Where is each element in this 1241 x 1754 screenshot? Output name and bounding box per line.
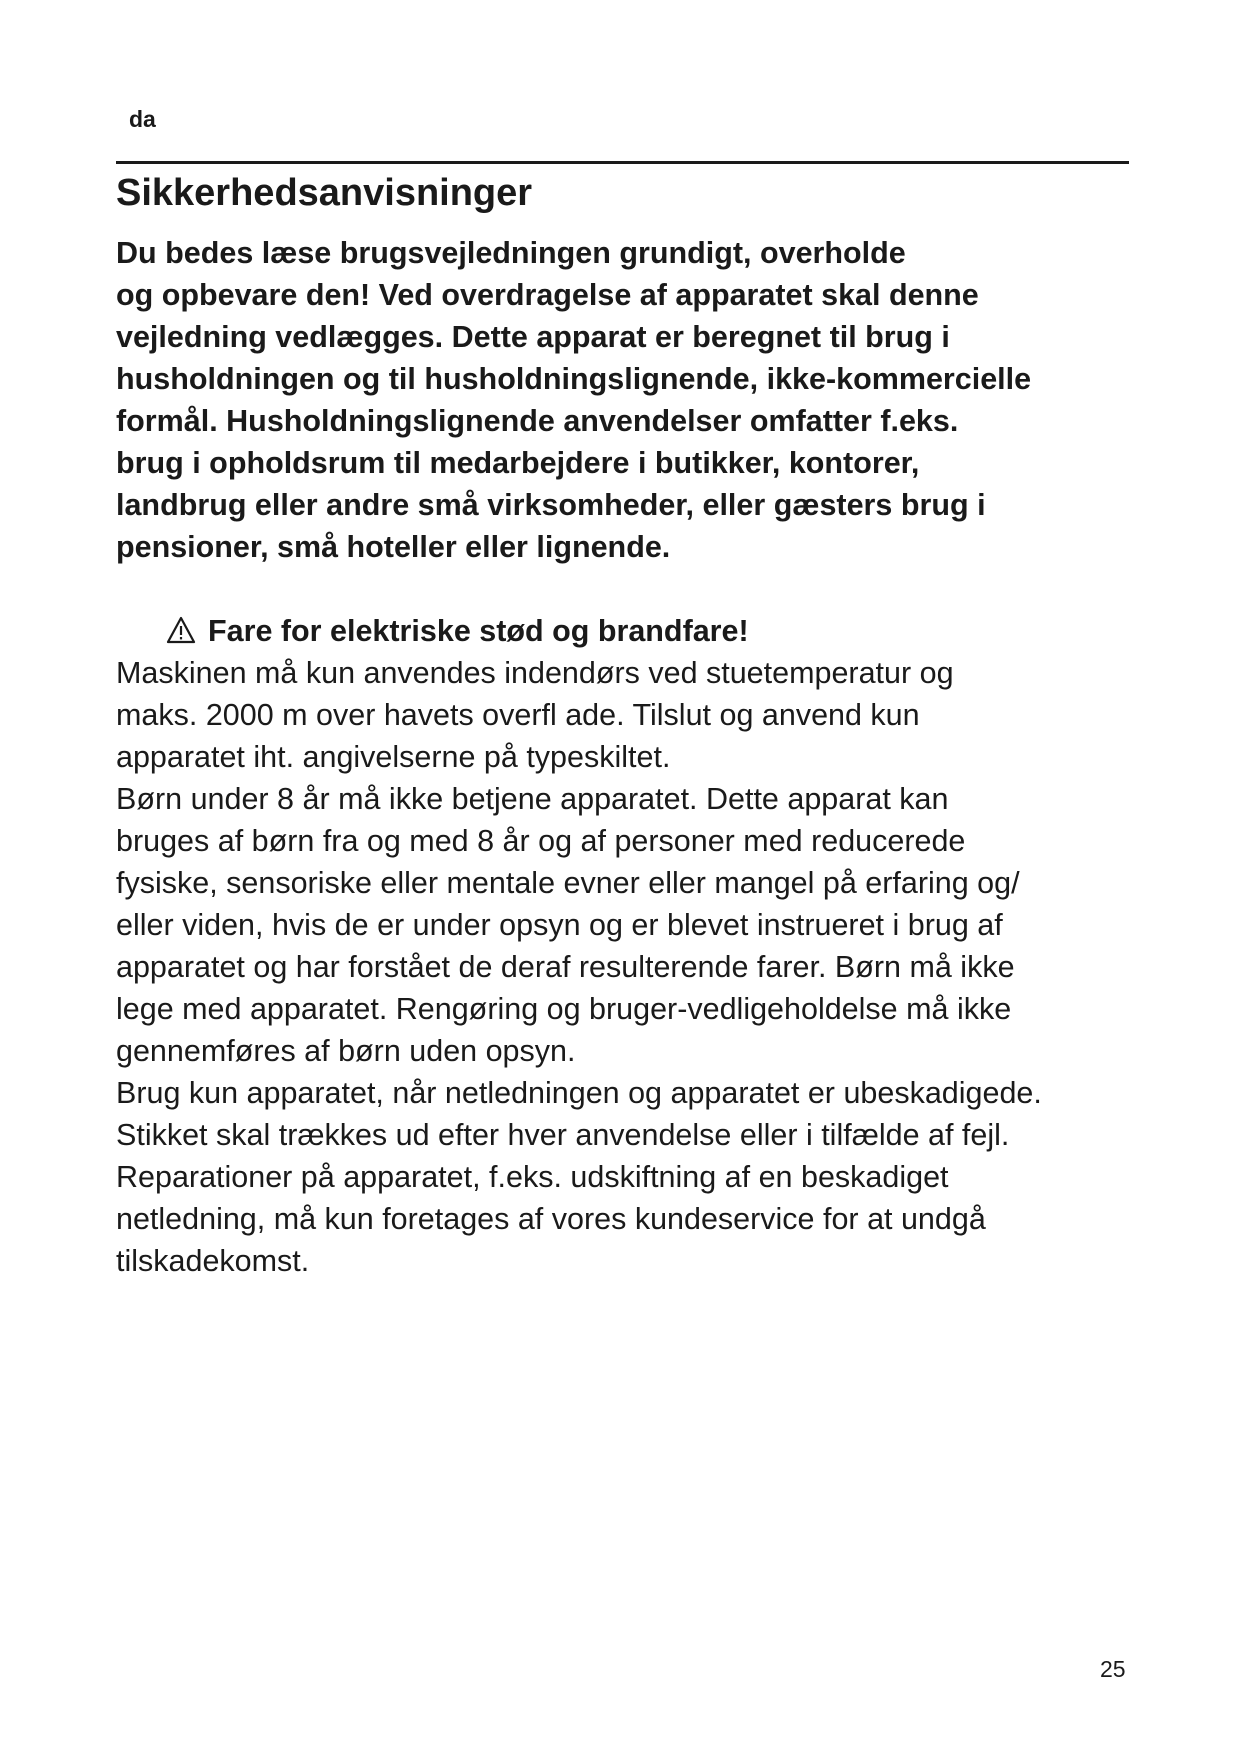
body-line: Stikket skal trækkes ud efter hver anvendelse eller i tilfælde af fejl. bbox=[116, 1118, 1010, 1152]
header-divider bbox=[116, 161, 1129, 164]
intro-paragraph bbox=[116, 232, 1146, 568]
body-line: netledning, må kun foretages af vores kundeservice for at undgå bbox=[116, 1202, 986, 1236]
intro-line: brug i opholdsrum til medarbejdere i butikker, kontorer, bbox=[116, 446, 920, 480]
body-line: eller viden, hvis de er under opsyn og er blevet instrueret i brug af bbox=[116, 908, 1003, 942]
intro-line: Du bedes læse brugsvejledningen grundigt, overholde bbox=[116, 236, 906, 270]
page-number: 25 bbox=[1100, 1656, 1126, 1682]
body-line: lege med apparatet. Rengøring og bruger-vedligeholdelse må ikke bbox=[116, 992, 1012, 1026]
warning-heading-row bbox=[166, 610, 749, 652]
intro-line: og opbevare den! Ved overdragelse af apparatet skal denne bbox=[116, 278, 979, 312]
body-line: Maskinen må kun anvendes indendørs ved stuetemperatur og bbox=[116, 656, 954, 690]
safety-body-text bbox=[116, 652, 1156, 1282]
intro-line: landbrug eller andre små virksomheder, eller gæsters brug i bbox=[116, 488, 986, 522]
body-line: apparatet iht. angivelserne på typeskiltet. bbox=[116, 740, 671, 774]
body-line: Børn under 8 år må ikke betjene apparatet. Dette apparat kan bbox=[116, 782, 949, 816]
section-title: Sikkerhedsanvisninger bbox=[116, 172, 533, 214]
body-line: Brug kun apparatet, når netledningen og apparatet er ubeskadigede. bbox=[116, 1076, 1042, 1110]
body-line: bruges af børn fra og med 8 år og af personer med reducerede bbox=[116, 824, 966, 858]
language-tag: da bbox=[129, 106, 156, 132]
intro-line: vejledning vedlægges. Dette apparat er beregnet til brug i bbox=[116, 320, 950, 354]
intro-line: husholdningen og til husholdningslignende, ikke-kommercielle bbox=[116, 362, 1032, 396]
warning-triangle-icon bbox=[166, 616, 196, 644]
warning-heading: Fare for elektriske stød og brandfare! bbox=[208, 614, 749, 648]
intro-line: pensioner, små hoteller eller lignende. bbox=[116, 530, 671, 564]
body-line: gennemføres af børn uden opsyn. bbox=[116, 1034, 576, 1068]
body-line: apparatet og har forstået de deraf resulterende farer. Børn må ikke bbox=[116, 950, 1015, 984]
intro-line: formål. Husholdningslignende anvendelser omfatter f.eks. bbox=[116, 404, 959, 438]
body-line: fysiske, sensoriske eller mentale evner eller mangel på erfaring og/ bbox=[116, 866, 1020, 900]
body-line: tilskadekomst. bbox=[116, 1244, 310, 1278]
body-line: Reparationer på apparatet, f.eks. udskiftning af en beskadiget bbox=[116, 1160, 949, 1194]
body-line: maks. 2000 m over havets overfl ade. Tilslut og anvend kun bbox=[116, 698, 920, 732]
